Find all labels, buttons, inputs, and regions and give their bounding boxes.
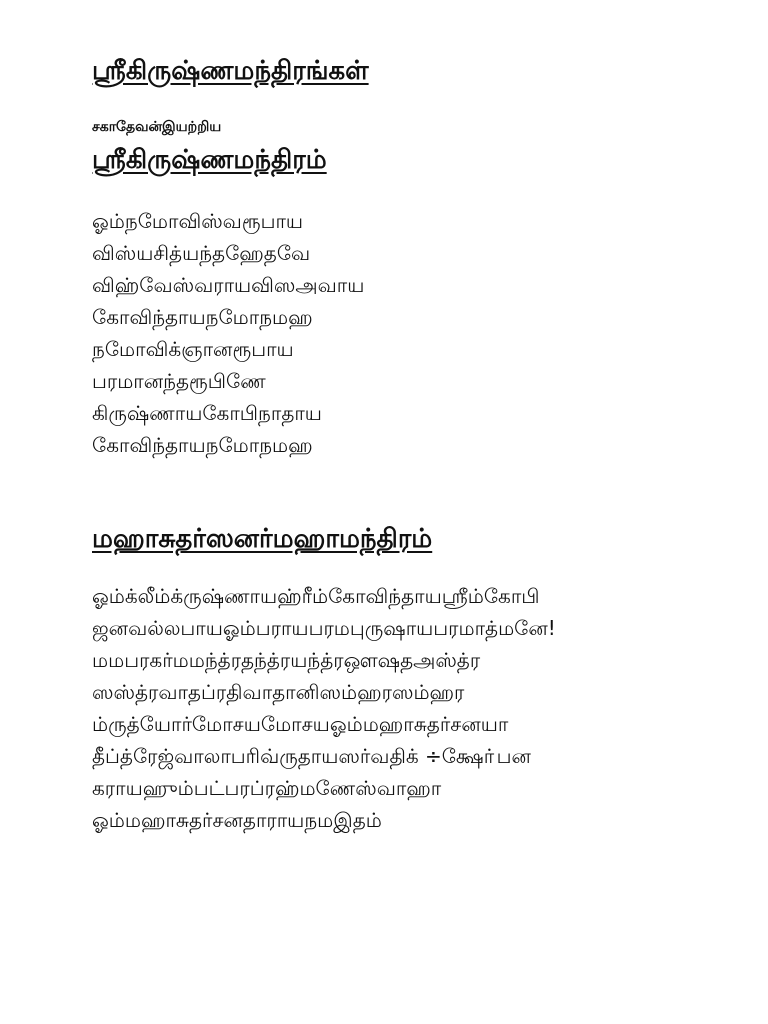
- verse-line: மமபரகர்மமந்த்ரதந்த்ரயந்த்ரஔஷதஅஸ்த்ர: [92, 648, 481, 672]
- section-2-verse: [92, 580, 556, 836]
- verse-line: தீப்த்ரேஜ்வாலாபரிவ்ருதாயஸர்வதிக் ÷க்ஷோ்பன: [92, 744, 531, 768]
- verse-line: நமோவிக்ஞானரூபாய: [92, 337, 294, 361]
- verse-line: ஓம்நமோவிஸ்வரூபாய: [92, 209, 304, 233]
- section-1-subtitle: சகாதேவன்இயற்றிய: [92, 119, 222, 135]
- verse-line: ஜனவல்லபாயஓம்பராயபரமபுருஷாயபரமாத்மனே!: [92, 616, 556, 640]
- verse-line: கோவிந்தாயநமோநமஹ: [92, 433, 313, 457]
- document-title: ஸ்ரீகிருஷ்ணமந்திரங்கள்: [92, 56, 369, 86]
- verse-line: பரமானந்தரூபிணே: [92, 369, 266, 393]
- verse-line: கிருஷ்ணாயகோபிநாதாய: [92, 401, 322, 425]
- verse-line: விஸ்யசித்யந்தஹேதவே: [92, 241, 311, 265]
- verse-line: ஸஸ்த்ரவாதப்ரதிவாதானிஸம்ஹரஸம்ஹர: [92, 680, 465, 704]
- verse-line: ஓம்மஹாசுதர்சனதாராயநமஇதம்: [92, 808, 382, 832]
- verse-line: கோவிந்தாயநமோநமஹ: [92, 305, 313, 329]
- verse-line: விஹ்வேஸ்வராயவிஸஅவாய: [92, 273, 365, 297]
- verse-line: ஓம்க்லீம்க்ருஷ்ணாயஹ்ரீம்கோவிந்தாயஸ்ரீம்கோபி: [92, 584, 540, 608]
- section-2-title: மஹாசுதர்ஸனர்மஹாமந்திரம்: [92, 524, 433, 554]
- verse-line: கராயஹும்பட்பரப்ரஹ்மணேஸ்வாஹா: [92, 776, 442, 800]
- verse-line: ம்ருத்யோர்மோசயமோசயஓம்மஹாசுதர்சனயா: [92, 712, 509, 736]
- section-1-title: ஸ்ரீகிருஷ்ணமந்திரம்: [92, 145, 327, 175]
- section-1-verse: [92, 205, 364, 461]
